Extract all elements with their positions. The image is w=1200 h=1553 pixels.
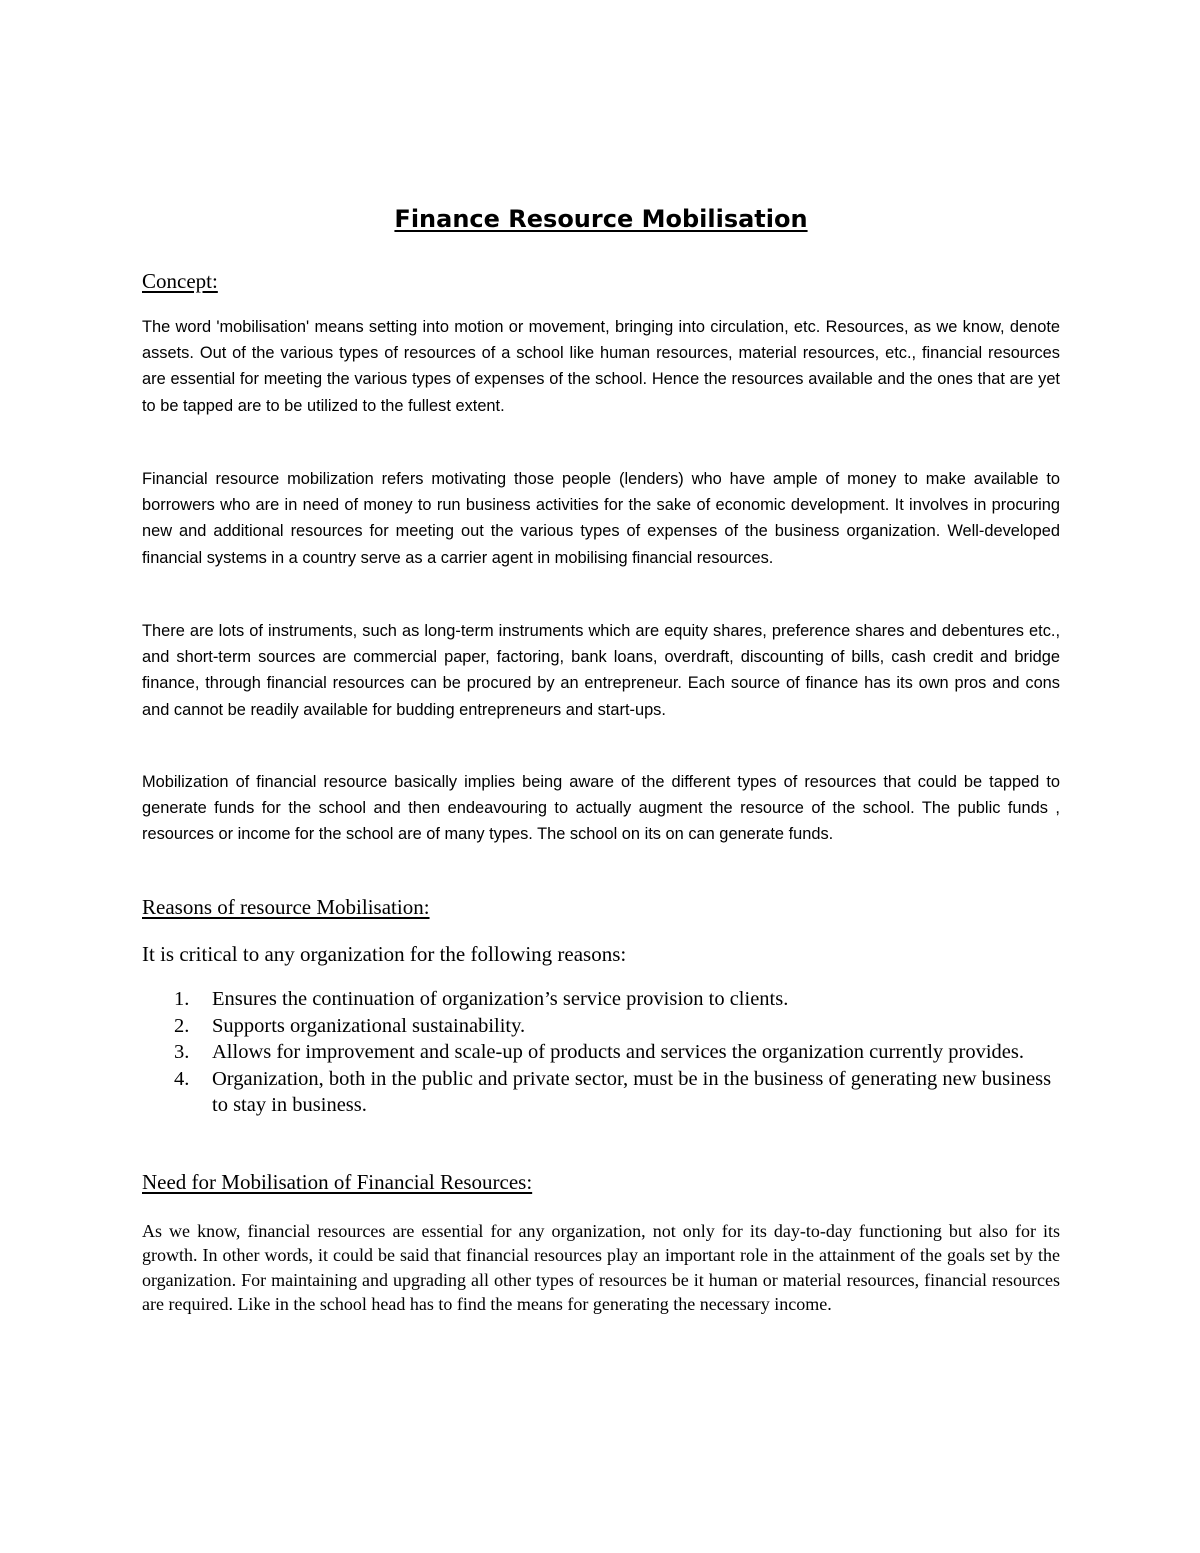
list-item — [142, 1039, 1060, 1066]
list-item-text: Ensures the continuation of organization’s service provision to clients. — [212, 988, 789, 1010]
list-item-text: Supports organizational sustainability. — [212, 1014, 526, 1037]
list-item-number: 3. — [174, 1041, 190, 1064]
list-item — [142, 1013, 1060, 1040]
list-item-number: 4. — [174, 1067, 190, 1090]
concept-paragraph-4: Mobilization of financial resource basically implies being aware of the different types of resources that could be tapped to generate funds for the school and then endeavouring to actually augment the resource of the school. The public funds , resources or income for the school are of many types. The school on its on can generate funds. — [142, 773, 1060, 844]
document-page — [142, 0, 1060, 1553]
document-title: Finance Resource Mobilisation — [394, 205, 808, 233]
list-item — [142, 1066, 1060, 1119]
need-heading: Need for Mobilisation of Financial Resources: — [142, 1170, 533, 1194]
concept-heading: Concept: — [142, 269, 218, 293]
list-item-number: 1. — [174, 988, 190, 1010]
list-item-text: Allows for improvement and scale-up of products and services the organization currently provides. — [212, 1041, 1024, 1064]
reasons-lead: It is critical to any organization for the following reasons: — [142, 942, 627, 966]
list-item-number: 2. — [174, 1014, 190, 1037]
concept-paragraph-3: There are lots of instruments, such as long-term instruments which are equity shares, preference shares and debentures etc., and short-term sources are commercial paper, factoring, bank loans, overdraft, discounting of bills, cash credit and bridge finance, through financial resources can be procured by an entrepreneur. Each source of finance has its own pros and cons and cannot be readily available for budding entrepreneurs and start-ups. — [142, 622, 1060, 719]
concept-paragraph-1: The word 'mobilisation' means setting into motion or movement, bringing into circulation, etc. Resources, as we know, denote assets. Out of the various types of resources of a school like human resources, material resources, etc., financial resources are essential for meeting the various types of expenses of the school. Hence the resources available and the ones that are yet to be tapped are to be utilized to the fullest extent. — [142, 318, 1060, 415]
need-paragraph: As we know, financial resources are essential for any organization, not only for its day-to-day functioning but also for its growth. In other words, it could be said that financial resources play an important role in the attainment of the goals set by the organization. For maintaining and upgrading all other types of resources be it human or material resources, financial resources are required. Like in the school head has to find the means for generating the necessary income. — [142, 1221, 1060, 1315]
concept-paragraph-2: Financial resource mobilization refers motivating those people (lenders) who have ample of money to make available to borrowers who are in need of money to run business activities for the sake of economic development. It involves in procuring new and additional resources for meeting out the various types of expenses of the business organization. Well-developed financial systems in a country serve as a carrier agent in mobilising financial resources. — [142, 470, 1060, 567]
reasons-heading: Reasons of resource Mobilisation: — [142, 895, 430, 919]
list-item — [142, 986, 1060, 1013]
reasons-list — [142, 986, 1060, 1119]
list-item-text: Organization, both in the public and private sector, must be in the business of generating new business to stay in business. — [212, 1067, 1052, 1117]
